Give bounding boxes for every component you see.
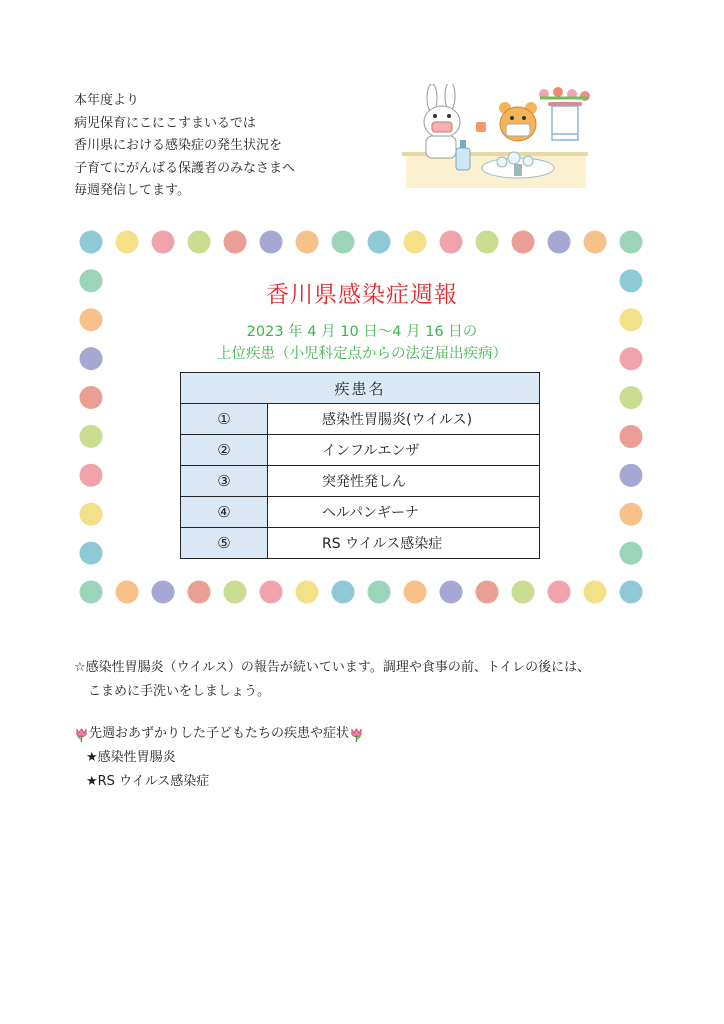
table-row (181, 435, 540, 466)
decorative-dot (440, 581, 463, 604)
disease-name: RS ウイルス感染症 (268, 528, 540, 559)
disease-ranking-table (180, 372, 540, 559)
decorative-dot (224, 581, 247, 604)
decorative-dot (80, 231, 103, 254)
decorative-dot (260, 231, 283, 254)
intro-line: 子育てにがんばる保護者のみなさまへ (74, 160, 296, 176)
table-header-row (181, 373, 540, 404)
decorative-dot (620, 386, 643, 409)
decorative-dot (188, 581, 211, 604)
decorative-dot (368, 231, 391, 254)
decorative-dot (512, 581, 535, 604)
decorative-dot (584, 581, 607, 604)
intro-line: 本年度より (74, 93, 140, 108)
decorative-dot (152, 581, 175, 604)
decorative-dot (116, 581, 139, 604)
rank-number: ③ (181, 466, 268, 497)
decorative-dot (620, 581, 643, 604)
decorative-dot (620, 231, 643, 254)
decorative-dot (548, 581, 571, 604)
list-item: ★感染性胃腸炎 (86, 750, 176, 765)
rank-number: ② (181, 435, 268, 466)
table-row (181, 404, 540, 435)
decorative-dot (584, 231, 607, 254)
disease-name: 感染性胃腸炎(ウイルス) (268, 404, 540, 435)
rank-number: ⑤ (181, 528, 268, 559)
decorative-dot (80, 386, 103, 409)
table-header: 疾患名 (181, 373, 540, 404)
intro-line: 香川県における感染症の発生状況を (74, 138, 283, 153)
decorative-dot (548, 231, 571, 254)
intro-line: 病児保育にこにこすまいるでは (74, 115, 256, 131)
decorative-dot (620, 464, 643, 487)
decorative-dot (332, 231, 355, 254)
decorative-dot (80, 503, 103, 526)
intro-text (74, 90, 295, 203)
intro-line: 毎週発信してます。 (74, 183, 190, 198)
decorative-dot (332, 581, 355, 604)
decorative-dot (80, 464, 103, 487)
decorative-dot (476, 231, 499, 254)
decorative-dot (368, 581, 391, 604)
decorative-dot (296, 231, 319, 254)
disease-name: インフルエンザ (268, 435, 540, 466)
decorative-dot (476, 581, 499, 604)
decorative-dot (404, 231, 427, 254)
bulletin-period: 2023 年 4 月 10 日～4 月 16 日の (246, 324, 478, 340)
decorative-dot (440, 231, 463, 254)
disease-name: ヘルパンギーナ (268, 497, 540, 528)
bulletin-title: 香川県感染症週報 (266, 282, 458, 308)
tulip-icon (349, 727, 364, 742)
decorative-dot (260, 581, 283, 604)
decorative-dot (224, 231, 247, 254)
table-row (181, 466, 540, 497)
bulletin-subtitle: 上位疾患（小児科定点からの法定届出疾病） (217, 346, 507, 362)
hand-washing-animals-illustration (402, 84, 598, 188)
list-item: ★RS ウイルス感染症 (86, 774, 210, 789)
decorative-dot (80, 581, 103, 604)
rank-number: ① (181, 404, 268, 435)
decorative-dot (116, 231, 139, 254)
notice-line: こまめに手洗いをしましょう。 (88, 684, 271, 699)
decorative-dot (620, 503, 643, 526)
disease-name: 突発性発しん (268, 466, 540, 497)
weekly-heading-text: 先週おあずかりした子どもたちの疾患や症状 (89, 726, 350, 741)
decorative-dot (80, 425, 103, 448)
decorative-dot (404, 581, 427, 604)
rank-number: ④ (181, 497, 268, 528)
decorative-dot (620, 425, 643, 448)
decorative-dot (620, 542, 643, 565)
decorative-dot (80, 542, 103, 565)
decorative-dot (152, 231, 175, 254)
decorative-dot (296, 581, 319, 604)
table-row (181, 497, 540, 528)
weekly-summary (74, 722, 364, 794)
handwashing-notice (74, 656, 590, 704)
tulip-icon (74, 727, 89, 742)
decorative-dot (512, 231, 535, 254)
notice-line: ☆感染性胃腸炎（ウイルス）の報告が続いています。調理や食事の前、トイレの後には、 (74, 660, 591, 675)
weekly-heading (74, 722, 364, 746)
table-row (181, 528, 540, 559)
decorative-dot (188, 231, 211, 254)
